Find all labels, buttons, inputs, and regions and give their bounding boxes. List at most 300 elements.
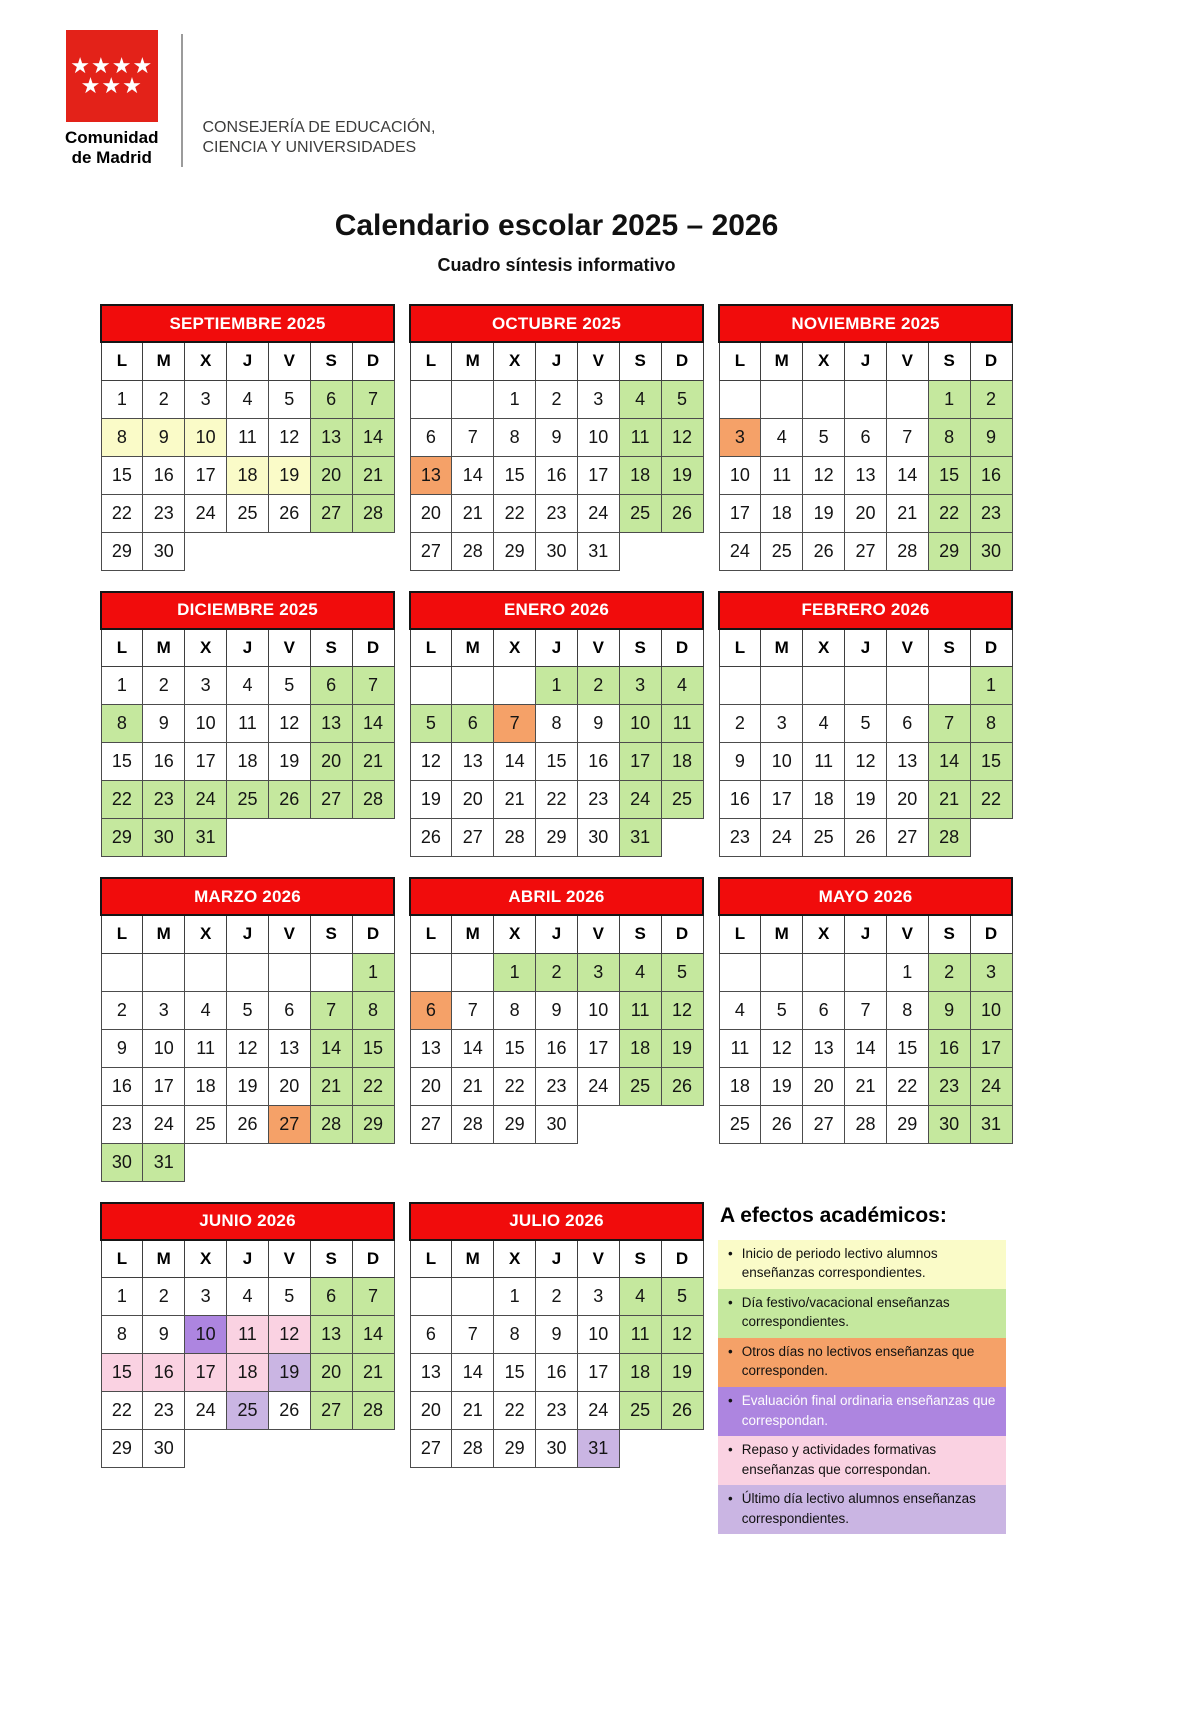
spacer-cell	[268, 819, 310, 857]
day-cell: 27	[410, 1105, 452, 1143]
day-cell: 4	[803, 705, 845, 743]
day-cell: 30	[577, 819, 619, 857]
day-cell: 31	[143, 1143, 185, 1181]
day-cell: 16	[577, 743, 619, 781]
spacer-cell	[185, 1430, 227, 1468]
day-cell: 26	[803, 532, 845, 570]
weekday-header: V	[577, 629, 619, 667]
weekday-header: S	[928, 629, 970, 667]
weekday-header: V	[268, 629, 310, 667]
day-cell: 29	[886, 1105, 928, 1143]
day-cell: 19	[268, 743, 310, 781]
day-cell: 3	[185, 667, 227, 705]
legend-item-text: Inicio de periodo lectivo alumnos enseñanzas correspondientes.	[741, 1245, 938, 1281]
month-marzo-2026	[100, 877, 395, 1182]
weekday-header: S	[310, 629, 352, 667]
legend-item-pink	[718, 1436, 1006, 1485]
day-cell: 24	[619, 781, 661, 819]
day-cell: 9	[101, 1029, 143, 1067]
logo-divider	[181, 34, 183, 167]
day-cell: 17	[577, 456, 619, 494]
day-cell: 14	[886, 456, 928, 494]
day-cell: 18	[761, 494, 803, 532]
day-cell: 12	[268, 705, 310, 743]
spacer-cell	[227, 1143, 269, 1181]
day-cell: 9	[536, 418, 578, 456]
spacer-cell	[185, 532, 227, 570]
day-cell: 6	[845, 418, 887, 456]
day-cell: 6	[410, 991, 452, 1029]
day-cell: 17	[970, 1029, 1012, 1067]
day-cell: 19	[761, 1067, 803, 1105]
day-cell: 13	[310, 418, 352, 456]
brand-line-1: Comunidad	[65, 128, 159, 147]
day-cell: 25	[719, 1105, 761, 1143]
day-cell: 6	[310, 667, 352, 705]
bullet-icon: •	[728, 1294, 733, 1310]
month-title: ABRIL 2026	[410, 878, 703, 915]
day-cell: 23	[143, 781, 185, 819]
day-cell: 21	[452, 1392, 494, 1430]
day-cell: 13	[845, 456, 887, 494]
day-cell: 19	[227, 1067, 269, 1105]
day-cell: 17	[619, 743, 661, 781]
day-cell: 1	[970, 667, 1012, 705]
day-cell: 5	[410, 705, 452, 743]
day-cell: 11	[619, 991, 661, 1029]
weekday-header: D	[352, 629, 394, 667]
empty-day-cell	[452, 380, 494, 418]
day-cell: 30	[536, 1105, 578, 1143]
weekday-header: D	[970, 915, 1012, 953]
day-cell: 23	[970, 494, 1012, 532]
day-cell: 13	[452, 743, 494, 781]
spacer-cell	[227, 819, 269, 857]
legend-item-green	[718, 1289, 1006, 1338]
weekday-header: D	[661, 342, 703, 380]
empty-day-cell	[452, 953, 494, 991]
weekday-header: X	[494, 629, 536, 667]
day-cell: 22	[928, 494, 970, 532]
spacer-cell	[577, 1105, 619, 1143]
day-cell: 12	[845, 743, 887, 781]
month-title: JULIO 2026	[410, 1203, 703, 1240]
weekday-header: M	[452, 342, 494, 380]
day-cell: 25	[761, 532, 803, 570]
empty-day-cell	[101, 953, 143, 991]
day-cell: 18	[803, 781, 845, 819]
day-cell: 7	[886, 418, 928, 456]
weekday-header: V	[577, 1240, 619, 1278]
day-cell: 11	[227, 705, 269, 743]
day-cell: 26	[268, 781, 310, 819]
month-title: FEBRERO 2026	[719, 592, 1012, 629]
day-cell: 15	[494, 1354, 536, 1392]
legend-items	[718, 1240, 1006, 1535]
stars-row-bottom: ★★★	[80, 73, 143, 98]
day-cell: 15	[928, 456, 970, 494]
weekday-header: D	[352, 915, 394, 953]
day-cell: 26	[661, 494, 703, 532]
day-cell: 1	[494, 953, 536, 991]
month-title: OCTUBRE 2025	[410, 305, 703, 342]
day-cell: 9	[970, 418, 1012, 456]
weekday-header: J	[227, 915, 269, 953]
day-cell: 2	[143, 1278, 185, 1316]
day-cell: 29	[352, 1105, 394, 1143]
day-cell: 17	[185, 1354, 227, 1392]
day-cell: 1	[101, 667, 143, 705]
weekday-header: X	[494, 342, 536, 380]
department-line-1: CONSEJERÍA DE EDUCACIÓN,	[202, 118, 436, 136]
day-cell: 22	[101, 494, 143, 532]
day-cell: 11	[719, 1029, 761, 1067]
day-cell: 9	[143, 1316, 185, 1354]
weekday-header: X	[803, 629, 845, 667]
day-cell: 21	[886, 494, 928, 532]
day-cell: 10	[619, 705, 661, 743]
day-cell: 15	[970, 743, 1012, 781]
spacer-cell	[310, 532, 352, 570]
day-cell: 14	[928, 743, 970, 781]
day-cell: 23	[143, 494, 185, 532]
weekday-header: V	[268, 915, 310, 953]
day-cell: 20	[268, 1067, 310, 1105]
day-cell: 30	[970, 532, 1012, 570]
legend-item-text: Otros días no lectivos enseñanzas que corresponden.	[741, 1343, 975, 1379]
day-cell: 8	[886, 991, 928, 1029]
weekday-header: D	[970, 629, 1012, 667]
page-header	[65, 30, 1191, 167]
weekday-header: L	[410, 342, 452, 380]
day-cell: 24	[577, 1067, 619, 1105]
day-cell: 25	[227, 781, 269, 819]
day-cell: 30	[143, 1430, 185, 1468]
day-cell: 30	[536, 1430, 578, 1468]
day-cell: 8	[494, 418, 536, 456]
empty-day-cell	[761, 380, 803, 418]
day-cell: 18	[719, 1067, 761, 1105]
day-cell: 24	[185, 1392, 227, 1430]
day-cell: 7	[352, 380, 394, 418]
day-cell: 19	[268, 456, 310, 494]
page-subtitle: Cuadro síntesis informativo	[437, 255, 676, 276]
weekday-header: D	[970, 342, 1012, 380]
day-cell: 29	[101, 819, 143, 857]
day-cell: 4	[227, 667, 269, 705]
day-cell: 25	[619, 1392, 661, 1430]
spacer-cell	[661, 1105, 703, 1143]
day-cell: 31	[619, 819, 661, 857]
brand-line-2: de Madrid	[71, 147, 152, 167]
empty-day-cell	[452, 1278, 494, 1316]
empty-day-cell	[928, 667, 970, 705]
day-cell: 5	[661, 953, 703, 991]
day-cell: 11	[661, 705, 703, 743]
day-cell: 19	[803, 494, 845, 532]
day-cell: 14	[845, 1029, 887, 1067]
day-cell: 5	[268, 380, 310, 418]
weekday-header: S	[928, 342, 970, 380]
weekday-header: J	[536, 342, 578, 380]
spacer-cell	[310, 1143, 352, 1181]
department-line-2: CIENCIA Y UNIVERSIDADES	[202, 139, 417, 157]
day-cell: 25	[661, 781, 703, 819]
day-cell: 5	[845, 705, 887, 743]
day-cell: 21	[310, 1067, 352, 1105]
brand-text	[65, 128, 159, 167]
day-cell: 11	[619, 418, 661, 456]
month-title: SEPTIEMBRE 2025	[101, 305, 394, 342]
day-cell: 9	[928, 991, 970, 1029]
day-cell: 27	[886, 819, 928, 857]
month-junio-2026	[100, 1202, 395, 1469]
day-cell: 7	[494, 705, 536, 743]
empty-day-cell	[143, 953, 185, 991]
legend-item-lavender	[718, 1485, 1006, 1534]
legend-item-text: Día festivo/vacacional enseñanzas correspondientes.	[741, 1294, 950, 1330]
day-cell: 16	[970, 456, 1012, 494]
day-cell: 2	[928, 953, 970, 991]
spacer-cell	[268, 532, 310, 570]
empty-day-cell	[886, 667, 928, 705]
weekday-header: X	[185, 1240, 227, 1278]
day-cell: 12	[268, 1316, 310, 1354]
day-cell: 21	[352, 1354, 394, 1392]
day-cell: 9	[536, 1316, 578, 1354]
day-cell: 4	[227, 380, 269, 418]
weekday-header: S	[619, 342, 661, 380]
empty-day-cell	[185, 953, 227, 991]
day-cell: 10	[719, 456, 761, 494]
day-cell: 5	[661, 1278, 703, 1316]
day-cell: 6	[310, 1278, 352, 1316]
day-cell: 12	[227, 1029, 269, 1067]
day-cell: 3	[577, 380, 619, 418]
day-cell: 31	[577, 1430, 619, 1468]
empty-day-cell	[761, 953, 803, 991]
empty-day-cell	[227, 953, 269, 991]
day-cell: 17	[761, 781, 803, 819]
day-cell: 12	[661, 991, 703, 1029]
day-cell: 28	[352, 494, 394, 532]
day-cell: 7	[452, 1316, 494, 1354]
page-title: Calendario escolar 2025 – 2026	[334, 209, 779, 243]
day-cell: 11	[761, 456, 803, 494]
day-cell: 26	[268, 1392, 310, 1430]
weekday-header: J	[227, 629, 269, 667]
day-cell: 13	[410, 1029, 452, 1067]
comunidad-madrid-logo	[65, 30, 159, 167]
day-cell: 29	[494, 1430, 536, 1468]
day-cell: 5	[268, 1278, 310, 1316]
day-cell: 14	[452, 1029, 494, 1067]
weekday-header: S	[310, 1240, 352, 1278]
day-cell: 15	[101, 456, 143, 494]
day-cell: 24	[761, 819, 803, 857]
day-cell: 8	[970, 705, 1012, 743]
day-cell: 7	[928, 705, 970, 743]
day-cell: 30	[143, 532, 185, 570]
day-cell: 3	[970, 953, 1012, 991]
spacer-cell	[352, 1430, 394, 1468]
day-cell: 8	[928, 418, 970, 456]
day-cell: 28	[452, 1430, 494, 1468]
day-cell: 13	[410, 456, 452, 494]
day-cell: 5	[661, 380, 703, 418]
day-cell: 11	[185, 1029, 227, 1067]
month-title: MARZO 2026	[101, 878, 394, 915]
legend-item-orange	[718, 1338, 1006, 1387]
day-cell: 11	[227, 418, 269, 456]
day-cell: 6	[268, 991, 310, 1029]
weekday-header: L	[101, 915, 143, 953]
day-cell: 22	[494, 494, 536, 532]
day-cell: 5	[268, 667, 310, 705]
weekday-header: J	[536, 1240, 578, 1278]
weekday-header: J	[536, 915, 578, 953]
day-cell: 25	[619, 494, 661, 532]
day-cell: 28	[352, 1392, 394, 1430]
weekday-header: S	[310, 915, 352, 953]
day-cell: 10	[143, 1029, 185, 1067]
weekday-header: V	[886, 629, 928, 667]
weekday-header: S	[619, 915, 661, 953]
day-cell: 17	[143, 1067, 185, 1105]
day-cell: 24	[185, 781, 227, 819]
day-cell: 6	[886, 705, 928, 743]
day-cell: 16	[143, 1354, 185, 1392]
day-cell: 14	[352, 1316, 394, 1354]
day-cell: 31	[185, 819, 227, 857]
day-cell: 21	[845, 1067, 887, 1105]
day-cell: 17	[577, 1354, 619, 1392]
weekday-header: V	[577, 342, 619, 380]
day-cell: 4	[619, 1278, 661, 1316]
day-cell: 5	[761, 991, 803, 1029]
day-cell: 14	[310, 1029, 352, 1067]
day-cell: 8	[101, 1316, 143, 1354]
day-cell: 25	[619, 1067, 661, 1105]
day-cell: 16	[719, 781, 761, 819]
day-cell: 20	[845, 494, 887, 532]
day-cell: 12	[661, 1316, 703, 1354]
day-cell: 3	[577, 1278, 619, 1316]
bullet-icon: •	[728, 1343, 733, 1359]
weekday-header: X	[803, 915, 845, 953]
day-cell: 7	[452, 991, 494, 1029]
day-cell: 27	[410, 1430, 452, 1468]
day-cell: 14	[494, 743, 536, 781]
day-cell: 11	[227, 1316, 269, 1354]
day-cell: 2	[143, 380, 185, 418]
day-cell: 28	[310, 1105, 352, 1143]
weekday-header: D	[352, 1240, 394, 1278]
department-name	[203, 118, 436, 168]
weekday-header: X	[494, 915, 536, 953]
day-cell: 15	[536, 743, 578, 781]
day-cell: 10	[577, 991, 619, 1029]
day-cell: 27	[845, 532, 887, 570]
bullet-icon: •	[728, 1392, 733, 1408]
day-cell: 18	[619, 1029, 661, 1067]
day-cell: 28	[452, 1105, 494, 1143]
day-cell: 28	[352, 781, 394, 819]
day-cell: 2	[536, 953, 578, 991]
day-cell: 7	[452, 418, 494, 456]
day-cell: 20	[803, 1067, 845, 1105]
weekday-header: D	[661, 915, 703, 953]
day-cell: 5	[227, 991, 269, 1029]
day-cell: 21	[452, 494, 494, 532]
day-cell: 4	[661, 667, 703, 705]
day-cell: 23	[536, 1392, 578, 1430]
empty-day-cell	[845, 380, 887, 418]
day-cell: 2	[536, 1278, 578, 1316]
day-cell: 25	[185, 1105, 227, 1143]
month-abril-2026	[409, 877, 704, 1144]
day-cell: 19	[410, 781, 452, 819]
day-cell: 9	[719, 743, 761, 781]
day-cell: 15	[352, 1029, 394, 1067]
day-cell: 28	[494, 819, 536, 857]
month-title: DICIEMBRE 2025	[101, 592, 394, 629]
day-cell: 24	[719, 532, 761, 570]
day-cell: 16	[928, 1029, 970, 1067]
day-cell: 8	[494, 991, 536, 1029]
day-cell: 16	[536, 456, 578, 494]
day-cell: 2	[143, 667, 185, 705]
weekday-header: M	[452, 1240, 494, 1278]
day-cell: 23	[928, 1067, 970, 1105]
day-cell: 6	[310, 380, 352, 418]
day-cell: 10	[577, 418, 619, 456]
day-cell: 6	[410, 418, 452, 456]
day-cell: 1	[536, 667, 578, 705]
day-cell: 13	[268, 1029, 310, 1067]
day-cell: 1	[101, 380, 143, 418]
weekday-header: M	[761, 342, 803, 380]
day-cell: 1	[101, 1278, 143, 1316]
day-cell: 19	[661, 1029, 703, 1067]
weekday-header: M	[452, 629, 494, 667]
spacer-cell	[268, 1143, 310, 1181]
day-cell: 20	[310, 743, 352, 781]
weekday-header: L	[719, 629, 761, 667]
empty-day-cell	[719, 953, 761, 991]
day-cell: 24	[143, 1105, 185, 1143]
day-cell: 4	[185, 991, 227, 1029]
calendar-grid	[100, 304, 1013, 1534]
weekday-header: M	[761, 629, 803, 667]
day-cell: 3	[185, 380, 227, 418]
day-cell: 23	[101, 1105, 143, 1143]
day-cell: 24	[185, 494, 227, 532]
day-cell: 17	[577, 1029, 619, 1067]
bullet-icon: •	[728, 1442, 733, 1458]
spacer-cell	[661, 1430, 703, 1468]
day-cell: 20	[410, 1392, 452, 1430]
weekday-header: L	[101, 1240, 143, 1278]
day-cell: 3	[761, 705, 803, 743]
bullet-icon: •	[728, 1245, 733, 1261]
day-cell: 30	[101, 1143, 143, 1181]
day-cell: 2	[719, 705, 761, 743]
weekday-header: D	[661, 629, 703, 667]
day-cell: 14	[452, 456, 494, 494]
weekday-header: M	[143, 629, 185, 667]
day-cell: 4	[227, 1278, 269, 1316]
